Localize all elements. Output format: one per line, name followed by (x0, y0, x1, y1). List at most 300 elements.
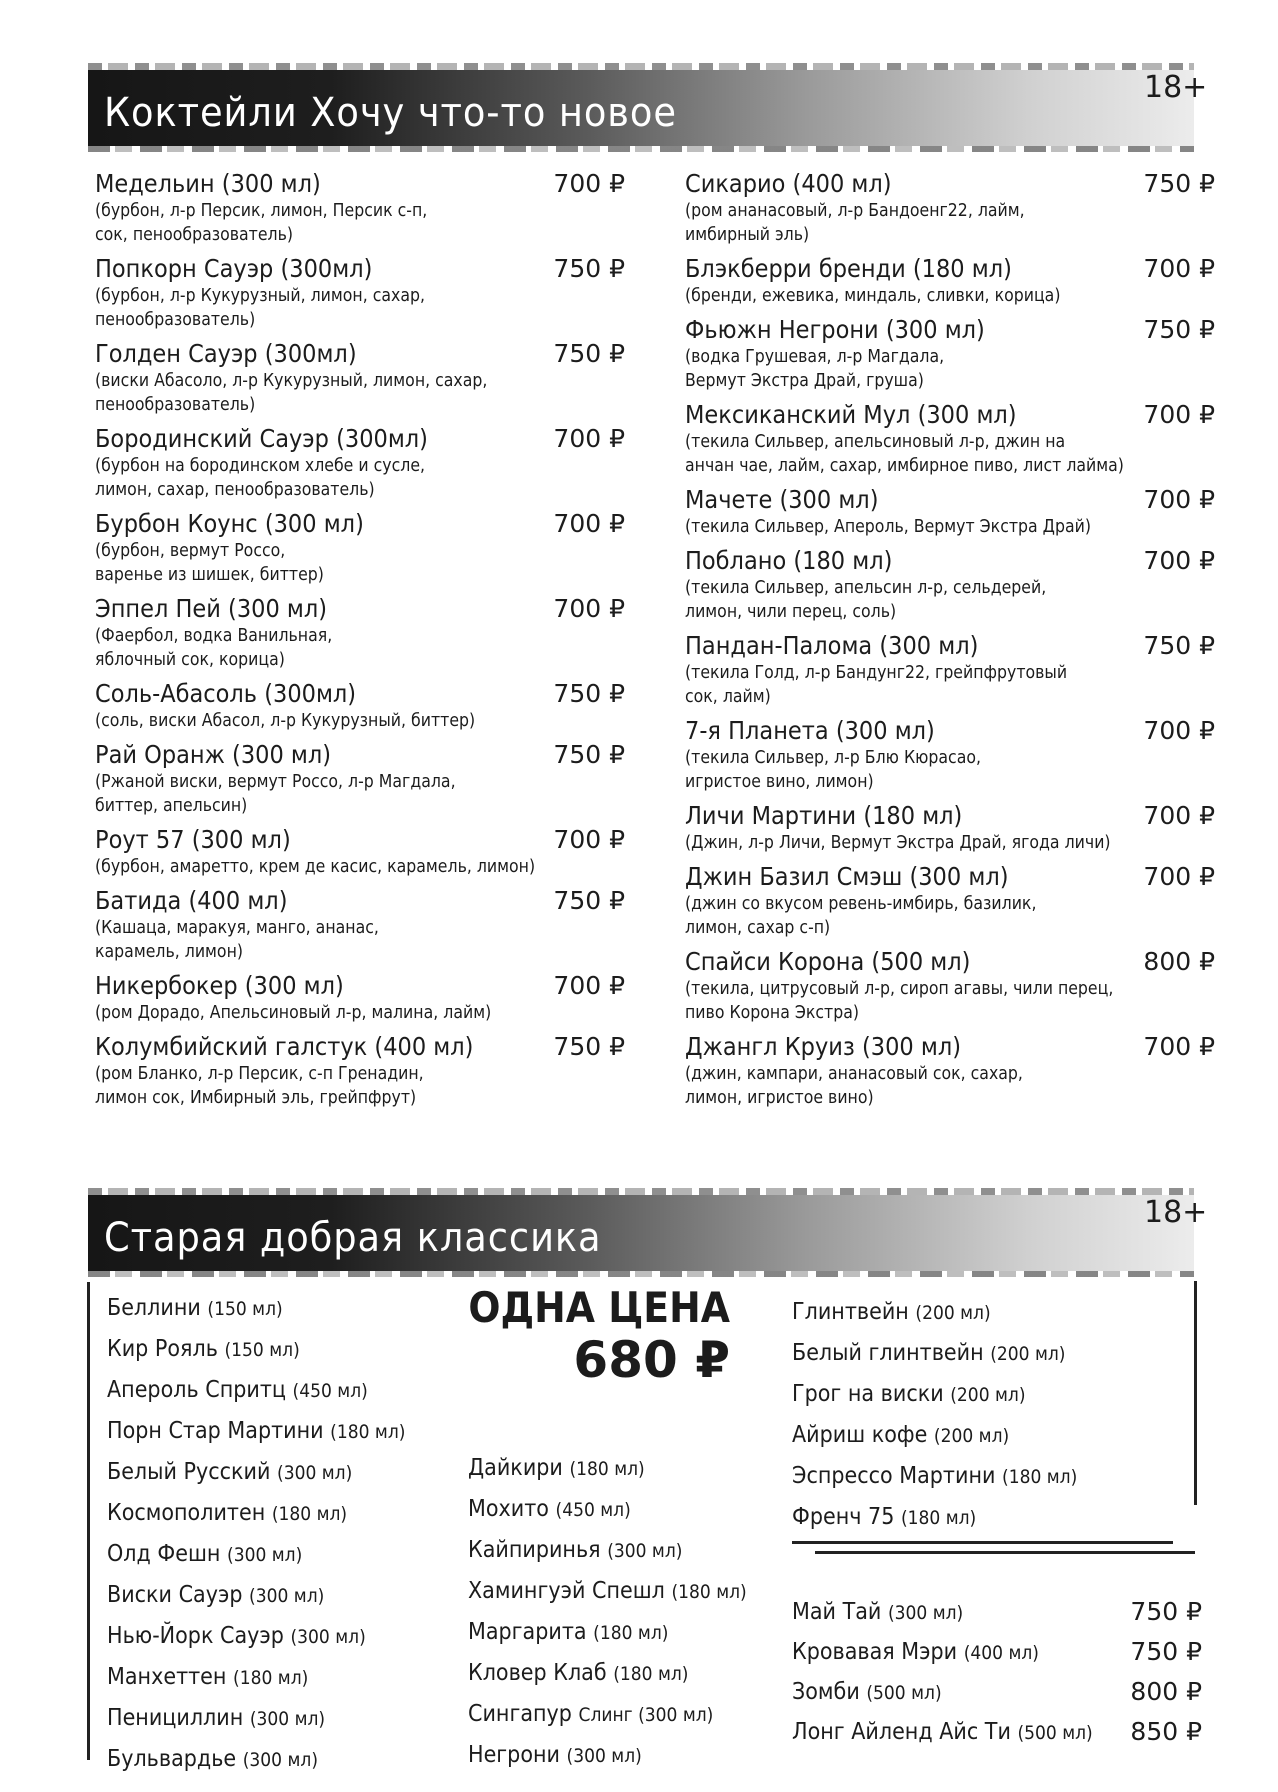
classic-item (792, 1374, 1077, 1415)
classic-item (792, 1497, 1077, 1538)
section-header-banner (88, 1195, 1194, 1271)
item-name: Личи Мартини (685, 801, 857, 830)
item-description (685, 831, 1162, 855)
menu-item (95, 1031, 625, 1110)
item-name: Поблано (685, 546, 787, 575)
menu-item (95, 423, 625, 502)
item-description-line: (ром ананасовый, л-р Бандоенг22, лайм, (685, 201, 1025, 221)
item-volume: (300 мл) (862, 1032, 962, 1061)
item-description-line: лимон, сахар с-п) (685, 918, 831, 938)
item-volume: (450 мл) (292, 1380, 368, 1402)
item-volume: (180 мл) (900, 1507, 977, 1529)
item-name-line (792, 1672, 942, 1713)
menu-item (95, 593, 625, 672)
item-volume: (180 мл) (569, 1458, 645, 1480)
item-name: Кровавая Мэри (792, 1639, 958, 1665)
menu-item (685, 1031, 1215, 1110)
item-volume: (300 мл) (887, 1602, 964, 1624)
item-volume: (180 мл) (233, 1667, 309, 1689)
item-volume: (180 мл) (593, 1622, 669, 1644)
menu-item (685, 168, 1215, 247)
item-description-line: (Ржаной виски, вермут Россо, л-р Магдала, (95, 772, 456, 792)
item-name: Грог на виски (792, 1381, 944, 1407)
item-volume: (400 мл) (188, 886, 288, 915)
item-description-line: (бурбон на бородинском хлебе и сусле, (95, 456, 426, 476)
one-price-label: ОДНА ЦЕНА (468, 1283, 730, 1332)
item-description (95, 855, 572, 879)
item-name-line (95, 338, 572, 369)
item-volume: (200 мл) (990, 1343, 1066, 1365)
item-volume: (300 мл) (221, 169, 321, 198)
item-name: Май Тай (792, 1599, 882, 1625)
item-price: 700 ₽ (553, 825, 625, 854)
item-description-line: сок, лайм) (685, 687, 771, 707)
item-volume: (300 мл) (277, 1462, 353, 1484)
item-volume: (300 мл) (607, 1540, 683, 1562)
item-name: Батида (95, 886, 182, 915)
item-name-line (685, 800, 1162, 831)
item-volume: (300 мл) (779, 485, 879, 514)
item-name-line (685, 484, 1162, 515)
item-price: 700 ₽ (553, 424, 625, 453)
menu-column-right (685, 168, 1215, 1116)
menu-item (685, 399, 1215, 478)
classic-item (107, 1493, 405, 1534)
classic-item (107, 1534, 405, 1575)
item-description-line: лимон сок, Имбирный эль, грейпфрут) (95, 1088, 417, 1108)
item-name: Мохито (468, 1496, 549, 1522)
item-price: 700 ₽ (1143, 716, 1215, 745)
classic-item (792, 1333, 1077, 1374)
item-name-line (95, 168, 572, 199)
item-description-line: (текила Сильвер, апельсиновый л-р, джин на (685, 432, 1066, 452)
item-volume: (180 мл) (613, 1663, 689, 1685)
one-price-value: 680 ₽ (573, 1331, 730, 1389)
item-description-line: Вермут Экстра Драй, груша) (685, 371, 924, 391)
item-volume: (200 мл) (933, 1425, 1010, 1447)
item-name-line (95, 423, 572, 454)
item-description-line: имбирный эль) (685, 225, 810, 245)
item-volume: (300 мл) (242, 1749, 318, 1771)
item-description-line: (бурбон, л-р Персик, лимон, Персик с-п, (95, 201, 428, 221)
item-description-line: (текила, цитрусовый л-р, сироп агавы, чили перец, (685, 979, 1114, 999)
item-name: Мачете (685, 485, 773, 514)
item-price: 750 ₽ (553, 339, 625, 368)
item-price: 700 ₽ (1143, 1032, 1215, 1061)
item-price: 700 ₽ (553, 971, 625, 1000)
item-volume: (500 мл) (866, 1682, 942, 1704)
item-description (685, 345, 1162, 393)
classic-list-3 (792, 1292, 1109, 1538)
item-price: 800 ₽ (1130, 1677, 1202, 1706)
item-description (685, 199, 1162, 247)
item-price: 750 ₽ (1130, 1637, 1202, 1666)
menu-item (685, 946, 1215, 1025)
item-name: Кайпиринья (468, 1537, 601, 1563)
menu-item (685, 630, 1215, 709)
item-description-line: варенье из шишек, биттер) (95, 565, 324, 585)
item-volume: (200 мл) (915, 1302, 991, 1324)
item-price: 750 ₽ (1143, 315, 1215, 344)
menu-item (685, 484, 1215, 539)
one-price-block (420, 1283, 730, 1387)
item-name-line (685, 946, 1162, 977)
item-name-line (685, 314, 1162, 345)
item-volume: (300 мл) (879, 631, 979, 660)
item-description (685, 576, 1162, 624)
classic-item (107, 1452, 405, 1493)
item-name: Рай Оранж (95, 740, 225, 769)
item-volume: (400 мл) (963, 1642, 1039, 1664)
item-description (685, 977, 1162, 1025)
item-volume: (300 мл) (264, 509, 364, 538)
item-description-line: (бренди, ежевика, миндаль, сливки, корица) (685, 286, 1061, 306)
item-name-line (685, 168, 1162, 199)
priced-item (792, 1592, 1202, 1632)
item-name-line (792, 1632, 1039, 1673)
classic-item (468, 1735, 747, 1776)
item-description-line: (бурбон, вермут Россо, (95, 541, 286, 561)
item-volume: (500 мл) (871, 947, 971, 976)
item-name: Эспрессо Мартини (792, 1463, 996, 1489)
menu-item (685, 253, 1215, 308)
item-name: Манхеттен (107, 1664, 227, 1690)
item-description (95, 454, 572, 502)
item-price: 700 ₽ (1143, 546, 1215, 575)
item-name: Фьюжн Негрони (685, 315, 879, 344)
item-volume: (400 мл) (792, 169, 892, 198)
item-volume: (180 мл) (330, 1421, 406, 1443)
menu-item (95, 885, 625, 964)
item-description (95, 369, 572, 417)
menu-item (95, 824, 625, 879)
item-description-line: (ром Дорадо, Апельсиновый л-р, малина, лайм) (95, 1003, 492, 1023)
item-volume: (300мл) (336, 424, 428, 453)
item-description (685, 661, 1162, 709)
item-description-line: (текила Сильвер, л-р Блю Кюрасао, (685, 748, 981, 768)
item-name: Сингапур (468, 1701, 572, 1727)
item-volume: (300 мл) (290, 1626, 366, 1648)
item-description-line: (джин со вкусом ревень-имбирь, базилик, (685, 894, 1037, 914)
item-description-line: анчан чае, лайм, сахар, имбирное пиво, лист лайма) (685, 456, 1124, 476)
item-volume: (300 мл) (249, 1585, 325, 1607)
item-name: Негрони (468, 1742, 560, 1768)
item-description-line: сок, пенообразователь) (95, 225, 294, 245)
item-name: Белый Русский (107, 1459, 271, 1485)
item-description (685, 746, 1162, 794)
menu-item (685, 314, 1215, 393)
item-name-line (95, 970, 572, 1001)
classic-item (468, 1694, 747, 1735)
item-name: 7-я Планета (685, 716, 829, 745)
classic-item (107, 1739, 405, 1780)
item-volume: (300 мл) (249, 1708, 326, 1730)
item-name-line (685, 253, 1162, 284)
item-description-line: карамель, лимон) (95, 942, 244, 962)
classic-item (792, 1292, 1077, 1333)
item-name: Маргарита (468, 1619, 587, 1645)
item-volume: (300 мл) (244, 971, 344, 1000)
item-name: Айриш кофе (792, 1422, 928, 1448)
item-volume: (300мл) (264, 339, 357, 368)
item-price: 750 ₽ (1143, 631, 1215, 660)
classic-item (107, 1370, 405, 1411)
item-volume: Слинг (300 мл) (578, 1704, 714, 1726)
item-name: Пандан-Палома (685, 631, 873, 660)
item-description-line: (Кашаца, маракуя, манго, ананас, (95, 918, 379, 938)
item-price: 750 ₽ (553, 886, 625, 915)
item-price: 750 ₽ (553, 254, 625, 283)
item-name: Спайси Корона (685, 947, 865, 976)
item-description (95, 1001, 572, 1025)
item-name: Виски Сауэр (107, 1582, 243, 1608)
item-description-line: (виски Абасоло, л-р Кукурузный, лимон, сахар, (95, 371, 488, 391)
item-description-line: пиво Корона Экстра) (685, 1003, 860, 1023)
item-price: 700 ₽ (553, 169, 625, 198)
item-description (685, 515, 1162, 539)
item-volume: (500 мл) (1017, 1722, 1093, 1744)
item-price: 700 ₽ (1143, 254, 1215, 283)
menu-item (685, 800, 1215, 855)
item-description (95, 1062, 572, 1110)
item-name: Эппел Пей (95, 594, 221, 623)
item-name: Колумбийский галстук (95, 1032, 368, 1061)
item-name-line (685, 861, 1162, 892)
item-name: Кир Рояль (107, 1336, 218, 1362)
item-name-line (95, 253, 572, 284)
item-volume: (150 мл) (224, 1339, 300, 1361)
item-name-line (95, 1031, 572, 1062)
item-volume: (300 мл) (228, 594, 328, 623)
menu-column-left (95, 168, 625, 1116)
section-header-banner (88, 70, 1194, 146)
classic-list-1 (107, 1288, 439, 1780)
item-name-line (95, 678, 572, 709)
item-description-line: (бурбон, амаретто, крем де касис, карамель, лимон) (95, 857, 536, 877)
classic-item (107, 1329, 405, 1370)
item-description (95, 624, 572, 672)
item-description-line: (текила Сильвер, Апероль, Вермут Экстра Драй) (685, 517, 1092, 537)
classic-item (107, 1288, 405, 1329)
item-description (685, 430, 1162, 478)
item-volume: (300 мл) (909, 862, 1009, 891)
item-description-line: (Джин, л-р Личи, Вермут Экстра Драй, ягода личи) (685, 833, 1111, 853)
item-name: Никербокер (95, 971, 238, 1000)
item-description-line: яблочный сок, корица) (95, 650, 285, 670)
priced-item (792, 1712, 1202, 1752)
item-name: Сикарио (685, 169, 786, 198)
menu-item (95, 970, 625, 1025)
item-name: Олд Фешн (107, 1541, 221, 1567)
item-description-line: (джин, кампари, ананасовый сок, сахар, (685, 1064, 1023, 1084)
item-name-line (792, 1712, 1093, 1753)
classic-list-2 (468, 1448, 778, 1776)
item-price: 700 ₽ (1143, 801, 1215, 830)
item-volume: (180 мл) (271, 1503, 348, 1525)
item-name-line (685, 545, 1162, 576)
item-description-line: лимон, игристое вино) (685, 1088, 874, 1108)
item-price: 750 ₽ (1130, 1597, 1202, 1626)
item-description-line: (текила Сильвер, апельсин л-р, сельдерей, (685, 578, 1047, 598)
item-volume: (400 мл) (374, 1032, 474, 1061)
item-price: 700 ₽ (1143, 400, 1215, 429)
divider-vertical-left (87, 1282, 90, 1760)
item-volume: (180 мл) (912, 254, 1012, 283)
item-name: Роут 57 (95, 825, 185, 854)
item-name: Нью-Йорк Сауэр (107, 1623, 284, 1649)
item-name-line (95, 739, 572, 770)
item-name: Блэкберри бренди (685, 254, 906, 283)
menu-item (95, 338, 625, 417)
item-price: 800 ₽ (1143, 947, 1215, 976)
classic-item (107, 1698, 405, 1739)
item-name-line (685, 1031, 1162, 1062)
classic-item (468, 1530, 747, 1571)
item-name: Голден Сауэр (95, 339, 258, 368)
menu-item (95, 508, 625, 587)
item-name: Кловер Клаб (468, 1660, 607, 1686)
item-description (685, 1062, 1162, 1110)
item-name: Беллини (107, 1295, 201, 1321)
item-name-line (95, 593, 572, 624)
item-description-line: (водка Грушевая, л-р Магдала, (685, 347, 945, 367)
item-volume: (300 мл) (191, 825, 291, 854)
item-price: 850 ₽ (1130, 1717, 1202, 1746)
item-name: Космополитен (107, 1500, 266, 1526)
classic-item (107, 1411, 405, 1452)
item-volume: (300 мл) (917, 400, 1017, 429)
item-description-line: игристое вино, лимон) (685, 772, 874, 792)
classic-item (107, 1616, 405, 1657)
section-title: Коктейли Хочу что-то новое (104, 90, 677, 136)
classic-item (107, 1657, 405, 1698)
item-volume: (200 мл) (950, 1384, 1026, 1406)
item-name: Апероль Спритц (107, 1377, 286, 1403)
item-name: Порн Стар Мартини (107, 1418, 324, 1444)
item-description-line: лимон, чили перец, соль) (685, 602, 897, 622)
item-description (95, 770, 572, 818)
item-price: 750 ₽ (1143, 169, 1215, 198)
menu-item (95, 678, 625, 733)
item-name-line (792, 1592, 963, 1633)
priced-item (792, 1672, 1202, 1712)
divider-vertical-right (1194, 1281, 1197, 1505)
item-description (685, 284, 1162, 308)
item-name: Белый глинтвейн (792, 1340, 984, 1366)
item-volume: (300 мл) (835, 716, 935, 745)
item-volume: (180 мл) (793, 546, 893, 575)
item-price: 750 ₽ (553, 679, 625, 708)
item-volume: (450 мл) (555, 1499, 631, 1521)
item-volume: (300 мл) (885, 315, 985, 344)
item-price: 750 ₽ (553, 740, 625, 769)
divider-horizontal (815, 1551, 1195, 1554)
item-volume: (180 мл) (863, 801, 963, 830)
classic-item (468, 1612, 747, 1653)
item-price: 700 ₽ (1143, 862, 1215, 891)
item-volume: (300 мл) (232, 740, 332, 769)
item-volume: (300 мл) (227, 1544, 303, 1566)
item-name: Френч 75 (792, 1504, 895, 1530)
item-name: Соль-Абасоль (95, 679, 258, 708)
item-volume: (180 мл) (671, 1581, 747, 1603)
classic-item (468, 1448, 747, 1489)
item-name-line (95, 824, 572, 855)
item-name: Зомби (792, 1679, 860, 1705)
age-restriction-badge: 18+ (1144, 1195, 1208, 1230)
item-name: Бородинский Сауэр (95, 424, 329, 453)
classic-item (107, 1575, 405, 1616)
classic-item (468, 1653, 747, 1694)
item-volume: (180 мл) (1002, 1466, 1078, 1488)
item-name: Мексиканский Мул (685, 400, 911, 429)
menu-item (95, 253, 625, 332)
item-price: 750 ₽ (553, 1032, 625, 1061)
item-name: Пенициллин (107, 1705, 244, 1731)
menu-item (685, 861, 1215, 940)
item-description (95, 199, 572, 247)
menu-item (685, 545, 1215, 624)
item-name-line (685, 630, 1162, 661)
menu-item (95, 168, 625, 247)
priced-classic-list (792, 1592, 1202, 1752)
item-name-line (95, 508, 572, 539)
classic-item (792, 1415, 1077, 1456)
item-name: Хамингуэй Спешл (468, 1578, 665, 1604)
item-description (95, 284, 572, 332)
menu-item (95, 739, 625, 818)
item-name: Бульвардье (107, 1746, 237, 1772)
item-volume: (300мл) (264, 679, 357, 708)
item-description-line: пенообразователь) (95, 395, 256, 415)
item-volume: (300мл) (280, 254, 373, 283)
item-volume: (150 мл) (207, 1298, 283, 1320)
item-price: 700 ₽ (1143, 485, 1215, 514)
item-name: Джин Базил Смэш (685, 862, 903, 891)
item-name: Лонг Айленд Айс Ти (792, 1719, 1011, 1745)
item-volume: (300 мл) (566, 1745, 642, 1767)
item-description-line: пенообразователь) (95, 310, 256, 330)
divider-horizontal (792, 1541, 1173, 1544)
item-name: Попкорн Сауэр (95, 254, 274, 283)
item-description-line: биттер, апельсин) (95, 796, 248, 816)
item-name: Дайкири (468, 1455, 563, 1481)
priced-item (792, 1632, 1202, 1672)
item-name: Джангл Круиз (685, 1032, 855, 1061)
item-description-line: лимон, сахар, пенообразователь) (95, 480, 375, 500)
item-name: Бурбон Коунс (95, 509, 258, 538)
menu-item (685, 715, 1215, 794)
classic-item (792, 1456, 1077, 1497)
item-name: Медельин (95, 169, 215, 198)
item-description (95, 709, 572, 733)
item-description-line: (текила Голд, л-р Бандунг22, грейпфрутовый (685, 663, 1068, 683)
section-title: Старая добрая классика (104, 1215, 602, 1261)
classic-item (468, 1489, 747, 1530)
item-name: Глинтвейн (792, 1299, 909, 1325)
item-name-line (685, 399, 1162, 430)
item-description-line: (ром Бланко, л-р Персик, с-п Гренадин, (95, 1064, 424, 1084)
item-description (95, 916, 572, 964)
item-description (685, 892, 1162, 940)
item-description (95, 539, 572, 587)
classic-item (468, 1571, 747, 1612)
item-name-line (685, 715, 1162, 746)
item-price: 700 ₽ (553, 594, 625, 623)
item-description-line: (бурбон, л-р Кукурузный, лимон, сахар, (95, 286, 426, 306)
age-restriction-badge: 18+ (1144, 70, 1208, 105)
item-description-line: (Фаербол, водка Ванильная, (95, 626, 333, 646)
